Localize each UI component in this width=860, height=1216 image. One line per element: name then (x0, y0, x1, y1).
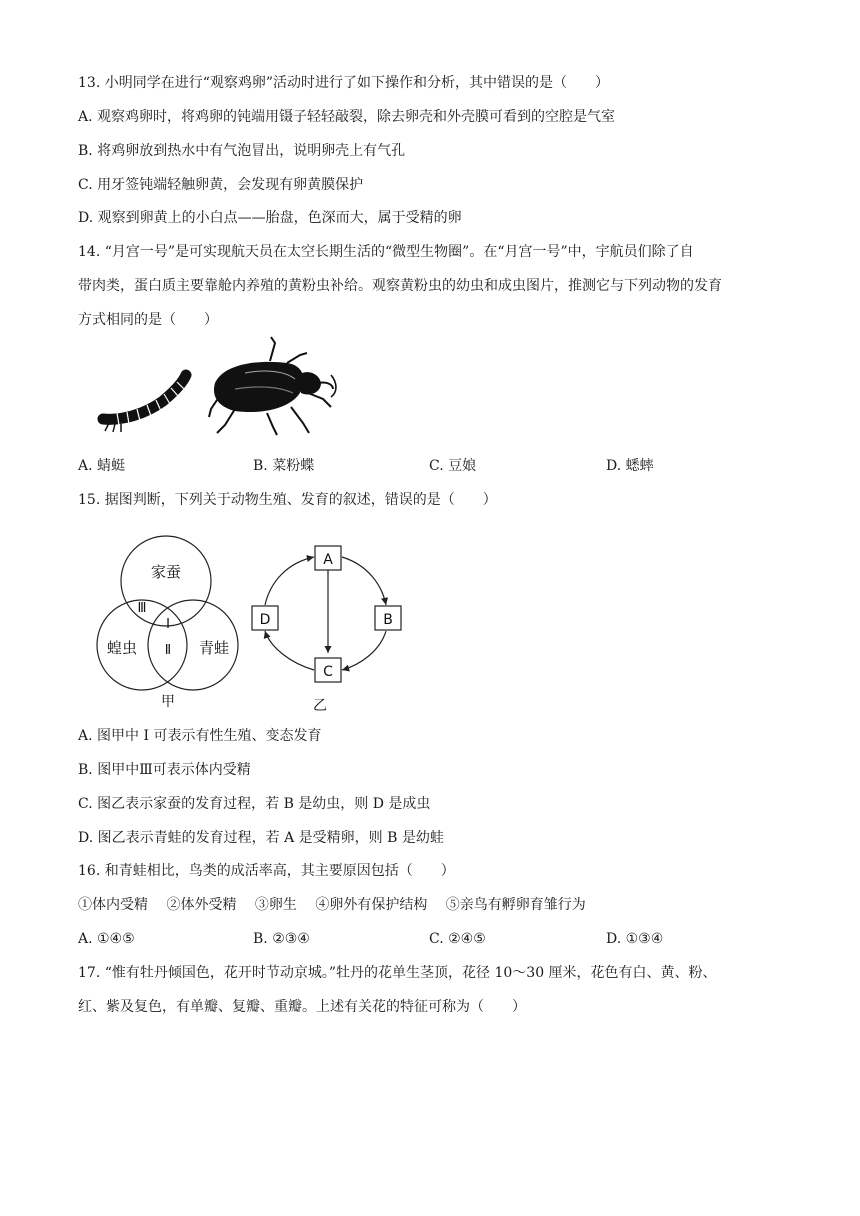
venn-label-locust: 蝗虫 (106, 639, 138, 657)
venn-circle-silkworm (121, 536, 211, 626)
question-15-option-d: D. 图乙表示青蛙的发育过程，若 A 是受精卵，则 B 是幼蛙 (78, 830, 444, 846)
venn-region-iii: Ⅲ (137, 601, 147, 616)
question-17-stem-line-2: 红、紫及复色，有单瓣、复瓣、重瓣。上述有关花的特征可称为（ ） (78, 999, 526, 1015)
venn-region-ii: Ⅱ (164, 643, 172, 658)
question-14-option-b: B. 菜粉蝶 (253, 458, 315, 474)
question-15-figures (90, 535, 430, 715)
question-14-stem-line-1: 14. “月宫一号”是可实现航天员在太空长期生活的“微型生物圈”。在“月宫一号”中，宇航员们除了自 (78, 244, 694, 260)
question-14-stem-line-3: 方式相同的是（ ） (78, 312, 218, 328)
question-16-option-d: D. ①③④ (606, 931, 664, 947)
cycle-node-c: C (323, 664, 333, 680)
venn-label-silkworm: 家蚕 (150, 563, 182, 581)
cycle-node-b: B (383, 612, 393, 628)
question-16-option-a: A. ①④⑤ (78, 931, 135, 947)
arrow-c-to-d (265, 631, 314, 670)
question-15-option-a: A. 图甲中 I 可表示有性生殖、变态发育 (78, 728, 322, 744)
cycle-node-a: A (323, 552, 333, 568)
cycle-caption: 乙 (313, 698, 327, 714)
arrow-d-to-a (265, 557, 314, 605)
question-14-option-a: A. 蜻蜓 (78, 458, 126, 474)
question-13-stem: 13. 小明同学在进行“观察鸡卵”活动时进行了如下操作和分析，其中错误的是（ ） (78, 75, 610, 91)
question-17-stem-line-1: 17. “惟有牡丹倾国色，花开时节动京城。”牡丹的花单生茎顶，花径 10～30 厘米，花色有白、黄、粉、 (78, 965, 717, 981)
question-14-option-d: D. 蟋蟀 (606, 458, 654, 474)
venn-diagram (97, 536, 238, 690)
arrow-b-to-c (342, 631, 386, 670)
venn-region-i: I (166, 617, 170, 632)
question-15-option-b: B. 图甲中Ⅲ可表示体内受精 (78, 762, 251, 778)
question-13-option-b: B. 将鸡卵放到热水中有气泡冒出，说明卵壳上有气孔 (78, 143, 406, 159)
venn-label-frog: 青蛙 (198, 639, 230, 657)
arrow-a-to-b (342, 557, 386, 605)
cycle-diagram (265, 557, 386, 670)
question-14-stem-line-2: 带肉类，蛋白质主要靠舱内养殖的黄粉虫补给。观察黄粉虫的幼虫和成虫图片，推测它与下列动物的发育 (78, 278, 722, 294)
question-15-stem: 15. 据图判断，下列关于动物生殖、发育的叙述，错误的是（ ） (78, 492, 497, 508)
cycle-node-d: D (259, 612, 271, 628)
mealworm-figure (95, 335, 345, 445)
question-16-stem: 16. 和青蛙相比，鸟类的成活率高，其主要原因包括（ ） (78, 863, 455, 879)
question-13-option-a: A. 观察鸡卵时，将鸡卵的钝端用镊子轻轻敲裂，除去卵壳和外壳膜可看到的空腔是气室 (78, 109, 616, 125)
question-13-option-c: C. 用牙签钝端轻触卵黄，会发现有卵黄膜保护 (78, 177, 364, 193)
question-14-option-c: C. 豆娘 (429, 458, 477, 474)
venn-caption: 甲 (161, 694, 175, 710)
question-16-option-c: C. ②④⑤ (429, 931, 486, 947)
question-15-option-c: C. 图乙表示家蚕的发育过程，若 B 是幼虫，则 D 是成虫 (78, 796, 431, 812)
mealworm-larva-image (103, 375, 186, 432)
question-16-items: ①体内受精 ②体外受精 ③卵生 ④卵外有保护结构 ⑤亲鸟有孵卵育雏行为 (78, 897, 586, 913)
mealworm-beetle-image (209, 337, 336, 435)
question-16-option-b: B. ②③④ (253, 931, 310, 947)
question-13-option-d: D. 观察到卵黄上的小白点——胎盘，色深而大，属于受精的卵 (78, 210, 462, 226)
